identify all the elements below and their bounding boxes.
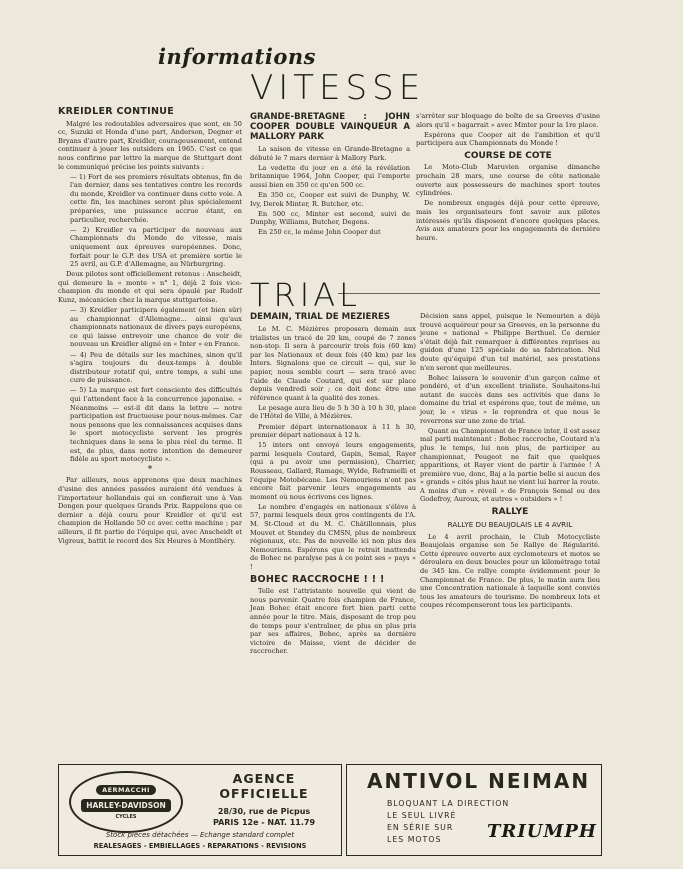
bohec-title: BOHEC RACCROCHE ! ! ! (250, 573, 385, 585)
triumph-logo: TRIUMPH (487, 821, 597, 842)
trial-rule (338, 293, 600, 294)
cooper-continued: s'arrêter sur bloquage de boîte de sa Greeves d'usine alors qu'il « bagarrait » avec Minter pour la 1re place. (416, 112, 600, 129)
trial-para-5: Le nombre d'engagés en nationaux s'élève à 57, parmi lesquels deux gros contingents de l'A. M. St-Cloud et du M. C. Châtillonnais, plus Mouvet et Stendey du CMSN, plus de nombreux régionaux, etc. Pas de nouvelle ici non plus des Nemouriens. Espérons que le retrait inattendu de Bohec ne paralyse pas à ce point ses « pays » ! (250, 502, 416, 572)
kreidler-title: KREIDLER CONTINUE (58, 106, 175, 117)
bohec-farewell: Bohec laissera le souvenir d'un garçon calme et pondéré, et d'un excellent trialiste. Souhaitons-lui autant de succès dans ses activités que dans le domaine du trial et espérons que, tout de même, un jour, le « virus » le reprendra et que nous le reverrons sur une zone de trial. (420, 373, 600, 425)
rallye-subtitle: RALLYE DU BEAUJOLAIS LE 4 AVRIL (447, 519, 573, 529)
trial-para-2: Le pesage aura lieu de 5 h 30 à 10 h 30, place de l'Hôtel de Ville, à Mézières. (250, 403, 416, 421)
cote-para-1: Le Moto-Club Maruvien organise dimanche prochain 28 mars, une course de côte nationale ouverte aux possesseurs de machines sport toutes cylindrées. (416, 163, 600, 198)
kreidler-closing: Par ailleurs, nous apprenons que deux machines d'usine des années passées auraient été vendues à l'importateur hollandais qui en confierait une à Van Dongen pour quelques Grands Prix. Rappelons que ce dernier a déjà couru pour Kreidler et qu'il est champion de Hollande 50 cc avec cette machine ; par ailleurs, il fit partie de l'équipe qui, avec Anscheidt et Vigreux, battit le record des Six Heures à Montlhéry. (58, 476, 242, 545)
neiman-line-3: EN SÉRIE SUR (387, 823, 454, 832)
vitesse-title: VITESSE (250, 68, 426, 108)
harley-agency-ad (58, 764, 342, 856)
kreidler-item-1: — 1) Fort de ses premiers résultats obtenus, fin de l'an dernier, dans ses tentatives contre les records du monde, Kreidler va continuer dans cette voie. A cette fin, les machines seront plus spécialement préparées, une puissance accrue étant, en particulier, recherchée. (70, 172, 242, 224)
neiman-line-2: LE SEUL LIVRÉ (387, 811, 457, 820)
services-line: REALESAGES - EMBIELLAGES - REPARATIONS - REVISIONS (93, 842, 307, 850)
vitesse-para-3: En 350 cc, Cooper est suivi de Dunphy, W. Ivy, Derek Minter, R. Butcher, etc. (250, 190, 410, 208)
kreidler-item-5: — 5) La marque est fort consciente des difficultés qui l'attendent face à la concurrence japonaise. « Néanmoins — est-il dit dans la lettre — notre participation est fructueuse pour nous-mêmes. Car nous pensons que les connaissances acquises dans le sport motocycliste servent les progrès techniques dans le sens le plus réel du terme. Il est, de plus, dans notre intention de demeurer fidèle au sport motocycliste ». (70, 386, 242, 464)
bohec-para: Telle est l'attristante nouvelle qui vient de nous parvenir. Quatre fois champion de France, Jean Bohec était encore fort bien parti cette année pour le titre. Mais, disposant de trop peu de temps pour s'entraîner, de plus en plus pris par ses affaires, Bohec, après sa dernière victoire de Maisse, vient de décider de raccrocher. (250, 587, 416, 656)
kreidler-intro: Malgré les redoutables adversaires que sont, en 50 cc, Suzuki et Honda d'une part, Anderson, Degner et Bryans d'autre part, Kreidler, courageusement, entend continuer à jouer les outsiders en 1965. C'est ce que nous confirme par lettre la marque de Stuttgart dont le communiqué précise les points suivants : (58, 119, 242, 171)
kreidler-item-2: — 2) Kreidler va participer de nouveau aux Championnats du Monde de vitesse, mais uniquement aux épreuves européennes. Donc, forfait pour le G.P. des USA et première sortie le 25 avril, au G.P. d'Allemagne, au Nürburgring. (70, 225, 242, 269)
neiman-ad (346, 764, 602, 856)
vitesse-para-5: En 250 cc, le même John Cooper dut (258, 228, 381, 237)
bohec-continued: Décision sans appel, puisque le Nemourien a déjà trouvé acquéreur pour sa Greeves, en la personne du jeune « national » Philippe Berthuel. Ce dernier s'était déjà fait remarquer à différentes reprises au guidon d'une 125 spéciale de sa fabrication. Nul doute qu'équipé d'un tel matériel, ses prestations n'en seront que meilleures. (420, 312, 600, 372)
aermacchi-harley-logo (69, 771, 183, 833)
vitesse-para-4: En 500 cc, Minter est second, suivi de Dunphy, Williams, Butcher, Degens. (250, 209, 410, 227)
stock-line: Stock pièces détachées — Echange standard complet (105, 831, 295, 839)
vitesse-para-1: La saison de vitesse en Grande-Bretagne a débuté le 7 mars dernier à Mallory Park. (250, 145, 410, 162)
right-top-column (416, 112, 600, 244)
right-mid-column (420, 312, 600, 612)
rallye-para: Le 4 avril prochain, le Club Motocycliste Beaujolais organise son 5e Rallye de Régularité. Cette épreuve ouverte aux cyclomoteurs et motos se déroulera en deux boucles pour un kilométrage total de 345 km. Ce rallye compte évidemment pour le Championnat de France. De plus, le matin aura lieu une Concentration nationale à laquelle sont conviés tous les amateurs de tourisme. De nombreux lots et coupes récompenseront tous les participants. (420, 532, 600, 610)
trial-column (250, 312, 416, 657)
cote-para-2: De nombreux engagés déjà pour cette épreuve, mais les organisateurs font savoir aux pilotes intéressés qu'ils disposent d'encore quelques places. Avis aux amateurs pour les engagements de dernière heure. (416, 199, 600, 242)
vitesse-column (250, 112, 410, 238)
trial-para-4: 15 inters ont envoyé leurs engagements, parmi lesquels Coutard, Gapin, Semal, Rayer (qui a pu avoir une permission), Charrier, Rousseau, Gallard, Ramage, Wylde, Reframelli et l'équipe Motobécane. Les Nemouriens n'ont pas encore fait parvenir leurs engagements au moment où nous écrivons ces lignes. (250, 441, 416, 501)
left-column (58, 108, 242, 547)
kreidler-item-3: — 3) Kreidler participera également (et bien sûr) au championnat d'Allemagne... ainsi qu'aux championnats nationaux de divers pays européens, ce qui laisse entrevoir une chance de voir de nouveau un Kreidler aligné en « Inter » en France. (70, 306, 242, 349)
vitesse-subtitle: GRANDE-BRETAGNE : JOHN COOPER DOUBLE VAINQUEUR A MALLORY PARK (250, 112, 410, 142)
championship-para: Quant au Championnat de France inter, il est assez mal parti maintenant : Bohec raccroche, Coutard n'a plus le temps, lui non plus, de participer au championnat, Peugeot ne fait que quelques apparitions, et Rayer vient de partir à l'armée ! A première vue, donc, Baj a la partie belle si aucun des « grands » cités plus haut ne vient lui barrer la route. A moins d'un « réveil » de François Semal ou des Godefroy, Auroux, et autres « outsiders » ! (420, 426, 600, 504)
trial-subtitle: DEMAIN, TRIAL DE MEZIERES (250, 312, 391, 322)
rallye-title: RALLYE (491, 507, 529, 518)
neiman-brand: ANTIVOL NEIMAN (367, 769, 591, 793)
harley-davidson-badge: HARLEY-DAVIDSON (81, 799, 171, 812)
section-header: informations (158, 44, 316, 69)
cooper-hope: Espérons que Cooper ait de l'ambition et qu'il participera aux Championnats du Monde ! (416, 130, 600, 148)
neiman-line-4: LES MOTOS (387, 835, 442, 844)
vitesse-para-2: La vedette du jour en a été la révélation britannique 1964, John Cooper, qui l'emporte aussi bien en 350 cc qu'en 500 cc. (250, 163, 410, 189)
trial-para-3: Premier départ internationaux à 11 h 30, premier départ nationaux à 12 h. (250, 422, 416, 440)
kreidler-item-4: — 4) Peu de détails sur les machines, sinon qu'il s'agira toujours du deux-temps à double distributeur rotatif qui, entre temps, a subi une cure de puissance. (70, 350, 242, 385)
agency-block (189, 771, 339, 827)
cycles-label: CYCLES (115, 813, 137, 820)
agency-city: PARIS 12e - NAT. 11.79 (212, 818, 316, 827)
course-de-cote-title: COURSE DE COTE (464, 150, 552, 161)
separator-star: * (147, 464, 153, 475)
trial-para-1: Le M. C. Mézières proposera demain aux trialistes un tracé de 20 km, coupé de 7 zones non-stop. Il sera à parcourir trois fois (60 km) par les Nationaux et deux fois (40 km) par les Inters. Signalons que ce circuit — qui, sur le papier, nous semble court — sera tracé avec l'aide de Claude Coutard, qui est sur place depuis vendredi soir ; ce doit donc être une référence quant à la qualité des zones. (250, 325, 416, 402)
trial-title: TRIAL (250, 276, 361, 314)
agency-title: AGENCE OFFICIELLE (219, 771, 309, 801)
agency-address: 28/30, rue de Picpus (217, 807, 311, 816)
neiman-line-1: BLOQUANT LA DIRECTION (387, 799, 510, 808)
kreidler-item-pilots: Deux pilotes sont officiellement retenus : Anscheidt, qui demeure la « monte » n° 1, déjà 2 fois vice-champion du monde et qui sera épaulé par Rudolf Kunz, mécanicien chez la marque stuttgartoise. (58, 270, 242, 304)
aermacchi-badge: AERMACCHI (96, 785, 156, 795)
